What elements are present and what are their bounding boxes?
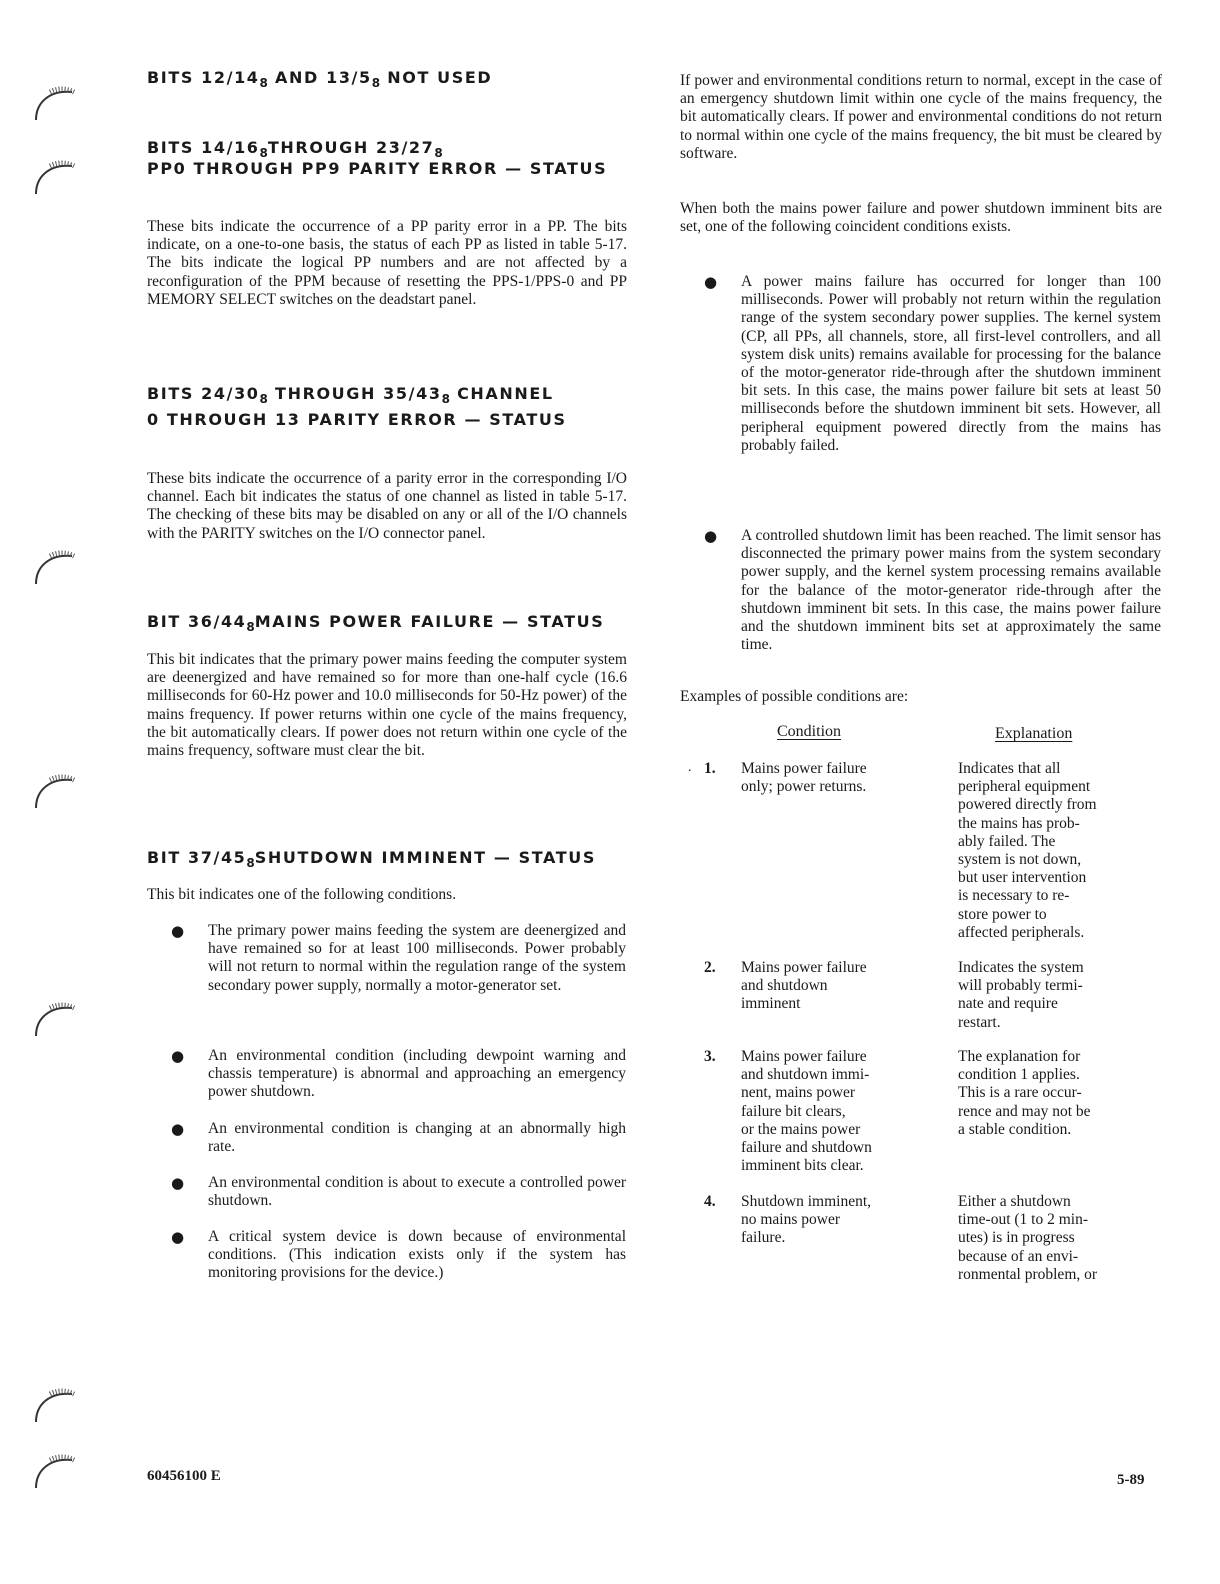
document-page: BITS $12/14_8$ AND $13/5_8$ NOT USED BITS $14/16_8THROUGH$ $23/27_8$ PP0 THROUGH PP9 PARITY ERROR — STATUS These bits indicate the occurrence of a PP parity error in a PP. The bits indicate, on a one-to-one basis, the status of each PP as listed in table 5-17. The bits indicate the logical PP numbers and are not affected by a reconfiguration of the PPM because of resetting the PPS-1/PPS-0 and PP MEMORY SELECT switches on the deadstart panel. BITS $24/30_8$ THROUGH $35/43_8$ CHANNEL 0 THROUGH 13 PARITY ERROR — STATUS These bits indicate the occurrence of a parity error in the corresponding I/O channel. Each bit indicates the status of one channel as listed in table 5-17. The checking of these bits may be disabled on any or all of the I/O channels with the PARITY switches on the I/O connector panel. BIT $36/44_8MAINS$ POWER FAILURE — STATUS This bit indicates that the primary power mains feeding the computer system are deenergized and have remained so for more than one-half cycle (16.6 milliseconds for 60-Hz power and 10.0 milliseconds for 50-Hz power) of the mains frequency. If power returns within one cycle of the mains frequency, the bit automatically clears. If power does not return within one cycle of the mains frequency, software must clear the bit. BIT $37/45_8SHUTDOWN$ IMMINENT — STATUS This bit indicates one of the following conditions. ● The primary power mains feeding the system are deenergized and have remained so for at least 100 milliseconds. Power probably will not return to normal within the regulation range of the system secondary power supply, normally a motor-generator set. ● An environmental condition (including dewpoint warning and chassis temperature) is abnormal and approaching an emergency power shutdown. ● An environmental condition is changing at an abnormally high rate. ● An environmental condition is about to execute a controlled power shutdown. ● A critical system device is down because of environmental conditions. (This indication exists only if the system has monitoring provisions for the device.) If power and environmental conditions return to normal, except in the case of an emergency shutdown limit within one cycle of the mains frequency, the bit automatically clears. If power and environmental conditions do not return to normal within one cycle of the mains frequency, the bit must be cleared by software. When both the mains power failure and power shutdown imminent bits are set, one of the following coincident conditions exists. ● A power mains failure has occurred for longer than 100 milliseconds. Power will probably not return within the regulation range of the system secondary power supplies. The kernel system (CP, all PPs, all channels, store, all first-level controllers, and all system disk units) remains available for processing for the balance of the motor-generator ride-through after the shutdown imminent bit sets. In this case, the mains power failure bit sets at least 50 milliseconds before the shutdown imminent bit sets. However, all peripheral equipment powered directly from the mains has probably failed. ● A controlled shutdown limit has been reached. The limit sensor has disconnected the primary power mains from the system secondary power supply, and the kernel system processing remains available for the balance of the motor-generator ride-through after the shutdown imminent bit sets. In this case, the mains power failure and the shutdown imminent bits set at approximately the same time. Examples of possible conditions are: Condition Explanation . 1. Mains power failure only; power returns. Indicates that all peripheral equipment powered directly from the mains has prob- ably failed. The system is not down, but user intervention is necessary to re- store power to affected peripherals. 2. Mains power failure and shutdown imminent Indicates the system will probably termi- nate and require restart. 3. Mains power failure and shutdown immi- nent, mains power failure bit clears, or the mains power failure and shutdown imminent bits clear. The explanation for condition 1 applies. This is a rare occur- rence and may not be a stable condition. 4. Shutdown imminent, no mains power failure. Either a shutdown time-out (1 to 2 min- utes) is in progress because of an envi- ronmental problem, or 60456100 E 5-89 [0,0,1220,1584]
condition-cell: Mains power failure and shutdown immi- nent, mains power failure bit clears, or the mains power failure and shutdown imminent bits clear. [741,1048,872,1175]
explanation-cell: Either a shutdown time-out (1 to 2 min- utes) is in progress because of an envi- ronmental problem, or [958,1193,1098,1283]
channel-parity-paragraph: These bits indicate the occurrence of a parity error in the corresponding I/O channel. Each bit indicates the status of one channel as listed in table 5-17. The checking of these bits may be disabled on any or all of the I/O channels with the PARITY switches on the I/O connector panel. [147,470,627,542]
binder-hole-icon [30,154,78,202]
bullet-icon: ● [704,273,718,291]
row-number: 1. [704,760,716,777]
condition-cell: Shutdown imminent, no mains power failure. [741,1193,872,1247]
heading-bits-14-23-line2: PP0 THROUGH PP9 PARITY ERROR — STATUS [147,159,608,178]
document-number: 60456100 E [147,1468,221,1484]
heading-bits-24-35-line1: BITS $24/30_8$ THROUGH $35/43_8$ CHANNEL [147,384,554,406]
binder-hole-icon [30,996,78,1044]
row-number: 2. [704,959,716,976]
heading-bits-12-13: BITS $12/14_8$ AND $13/5_8$ NOT USED [147,68,493,90]
shutdown-intro-paragraph: This bit indicates one of the following conditions. [147,886,457,903]
heading-bit-36: BIT $36/44_8MAINS$ POWER FAILURE — STATUS [147,612,605,634]
mains-failure-paragraph: This bit indicates that the primary power mains feeding the computer system are deenergized and have remained so for more than one-half cycle (16.6 milliseconds for 60-Hz power and 10.0 milliseconds for 50-Hz power) of the mains frequency. If power returns within one cycle of the mains frequency, the bit automatically clears. If power does not return within one cycle of the mains frequency, software must clear the bit. [147,651,627,760]
condition-cell: Mains power failure and shutdown imminent [741,959,867,1013]
bullet-icon: ● [171,1047,185,1065]
explanation-cell: Indicates that all peripheral equipment powered directly from the mains has prob- ably failed. The system is not down, but user intervention is necessary to re- store power to affected peripherals. [958,760,1097,941]
pp-parity-paragraph: These bits indicate the occurrence of a PP parity error in a PP. The bits indicate, on a one-to-one basis, the status of each PP as listed in table 5-17. The bits indicate the logical PP numbers and are not affected by a reconfiguration of the PPM because of resetting the PPS-1/PPS-0 and PP MEMORY SELECT switches on the deadstart panel. [147,218,627,308]
bullet-icon: ● [171,922,185,940]
binder-hole-icon [30,544,78,592]
heading-bits-14-23-line1: BITS $14/16_8THROUGH$ $23/27_8$ [147,138,443,160]
row-number: 3. [704,1048,716,1065]
bullet-icon: ● [171,1120,185,1138]
binder-hole-icon [30,80,78,128]
column-header-explanation: Explanation [995,725,1073,742]
row-number: 4. [704,1193,716,1210]
binder-hole-icon [30,768,78,816]
heading-bits-24-35-line2: 0 THROUGH 13 PARITY ERROR — STATUS [147,410,567,429]
bullet-icon: ● [171,1228,185,1246]
explanation-cell: The explanation for condition 1 applies. This is a rare occur- rence and may not be a stable condition. [958,1048,1091,1138]
bullet-icon: ● [704,527,718,545]
heading-bit-37: BIT $37/45_8SHUTDOWN$ IMMINENT — STATUS [147,848,596,870]
bullet-icon: ● [171,1174,185,1192]
environmental-paragraph: If power and environmental conditions return to normal, except in the case of an emergency shutdown limit within one cycle of the mains frequency, the bit automatically clears. If power and environmental conditions do not return to normal within one cycle of the mains frequency, the bit must be cleared by software. [680,72,1162,162]
explanation-cell: Indicates the system will probably termi- nate and require restart. [958,959,1084,1031]
stray-mark: . [688,760,692,775]
column-header-condition: Condition [777,723,842,740]
page-number: 5-89 [1117,1472,1145,1488]
binder-hole-icon [30,1448,78,1496]
examples-intro: Examples of possible conditions are: [680,688,909,705]
binder-hole-icon [30,1382,78,1430]
condition-cell: Mains power failure only; power returns. [741,760,867,796]
coincident-intro-paragraph: When both the mains power failure and power shutdown imminent bits are set, one of the following coincident conditions exists. [680,200,1162,236]
